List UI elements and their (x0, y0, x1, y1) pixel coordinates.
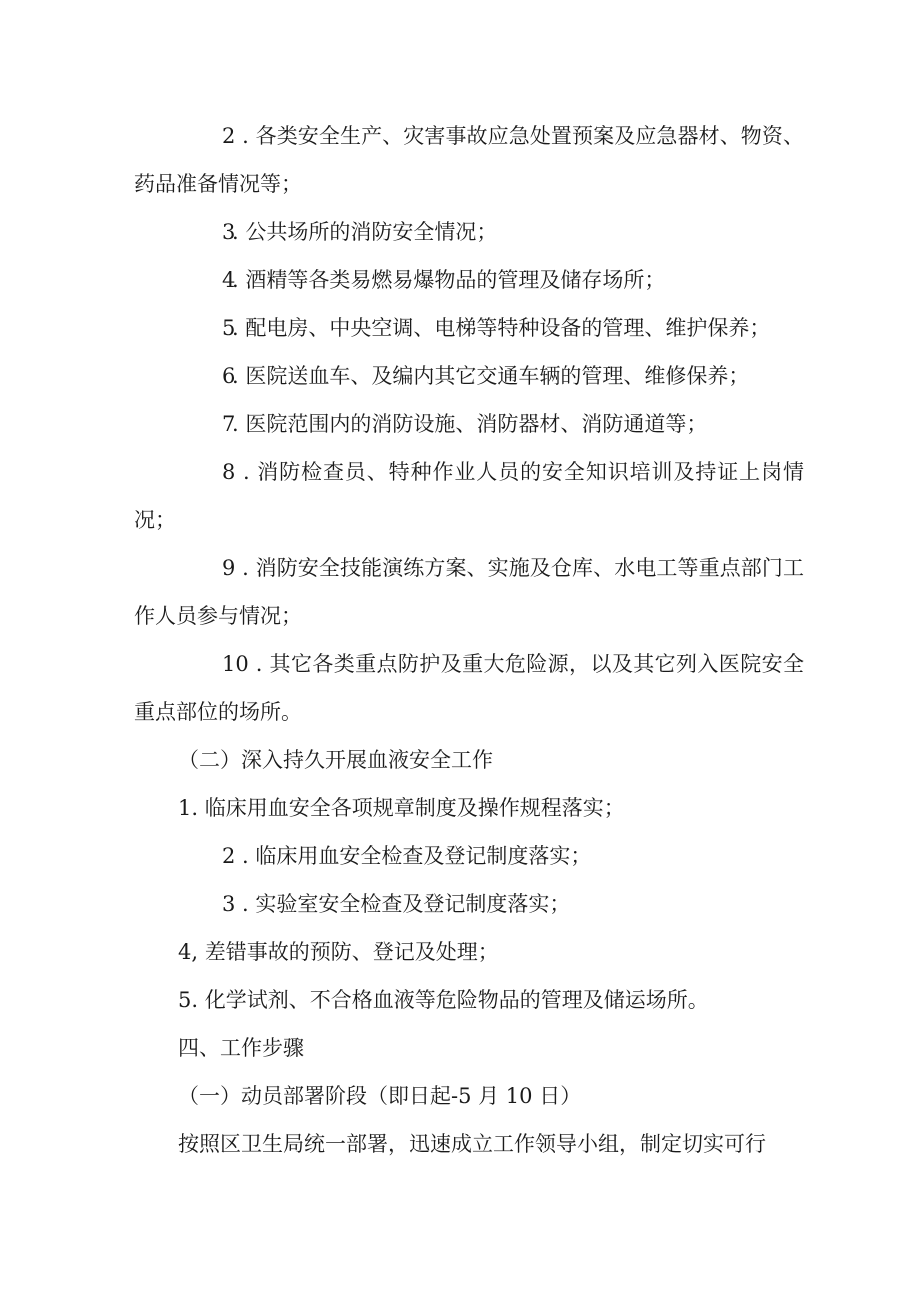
paragraph-text: 按照区卫生局统一部署，迅速成立工作领导小组，制定切实可行 (178, 1132, 766, 1156)
paragraph-text: 四、工作步骤 (178, 1036, 304, 1060)
paragraph-item-6 (134, 352, 804, 400)
paragraph-item-2 (134, 112, 804, 208)
paragraph-number: 2 (222, 844, 236, 868)
paragraph-item-blood-2 (134, 832, 804, 880)
paragraph-text: . 医院送血车、及编内其它交通车辆的管理、维修保养； (232, 364, 750, 388)
paragraph-text: （二）深入持久开展血液安全工作 (178, 748, 493, 772)
document-body (134, 112, 804, 1168)
paragraph-text: . 公共场所的消防安全情况； (232, 220, 498, 244)
paragraph-item-8 (134, 448, 804, 544)
paragraph-number: 3 (222, 892, 236, 916)
paragraph-number: 10 (222, 652, 249, 676)
paragraph-item-3 (134, 208, 804, 256)
paragraph-item-5 (134, 304, 804, 352)
paragraph-item-blood-4 (134, 928, 804, 976)
paragraph-number: 8 (222, 460, 236, 484)
paragraph-item-blood-3 (134, 880, 804, 928)
paragraph-number: 7 (222, 412, 236, 436)
section-heading-work-steps (134, 1024, 804, 1072)
paragraph-item-blood-1 (134, 784, 804, 832)
paragraph-number: 9 (222, 556, 236, 580)
paragraph-text: . 消防检查员、特种作业人员的安全知识培训及持证上岗情况； (134, 460, 804, 532)
paragraph-text: . 配电房、中央空调、电梯等特种设备的管理、维护保养； (232, 316, 771, 340)
paragraph-number: 3 (222, 220, 236, 244)
paragraph-item-7 (134, 400, 804, 448)
paragraph-item-9 (134, 544, 804, 640)
paragraph-text: . 医院范围内的消防设施、消防器材、消防通道等； (232, 412, 708, 436)
paragraph-number: 5 (222, 316, 236, 340)
paragraph-item-10 (134, 640, 804, 736)
paragraph-number: 6 (222, 364, 236, 388)
paragraph-text: . 其它各类重点防护及重大危险源，以及其它列入医院安全重点部位的场所。 (134, 652, 804, 724)
paragraph-text: . 实验室安全检查及登记制度落实； (235, 892, 571, 916)
paragraph-number: 2 (222, 124, 236, 148)
paragraph-text: . 临床用血安全检查及登记制度落实； (235, 844, 592, 868)
paragraph-text: . 酒精等各类易燃易爆物品的管理及储存场所； (232, 268, 666, 292)
paragraph-text: . 各类安全生产、灾害事故应急处置预案及应急器材、物资、药品准备情况等； (134, 124, 804, 196)
paragraph-item-blood-5 (134, 976, 804, 1024)
paragraph-text: 1. 临床用血安全各项规章制度及操作规程落实； (178, 796, 625, 820)
paragraph-text: 5. 化学试剂、不合格血液等危险物品的管理及储运场所。 (178, 988, 709, 1012)
paragraph-mobilization-body (134, 1120, 804, 1168)
paragraph-text: （一）动员部署阶段（即日起-5 月 10 日） (178, 1084, 582, 1108)
paragraph-text: 4, 差错事故的预防、登记及处理； (178, 940, 499, 964)
paragraph-item-4 (134, 256, 804, 304)
paragraph-number: 4 (222, 268, 236, 292)
section-heading-mobilization (134, 1072, 804, 1120)
section-heading-blood-safety (134, 736, 804, 784)
paragraph-text: . 消防安全技能演练方案、实施及仓库、水电工等重点部门工作人员参与情况； (134, 556, 804, 628)
